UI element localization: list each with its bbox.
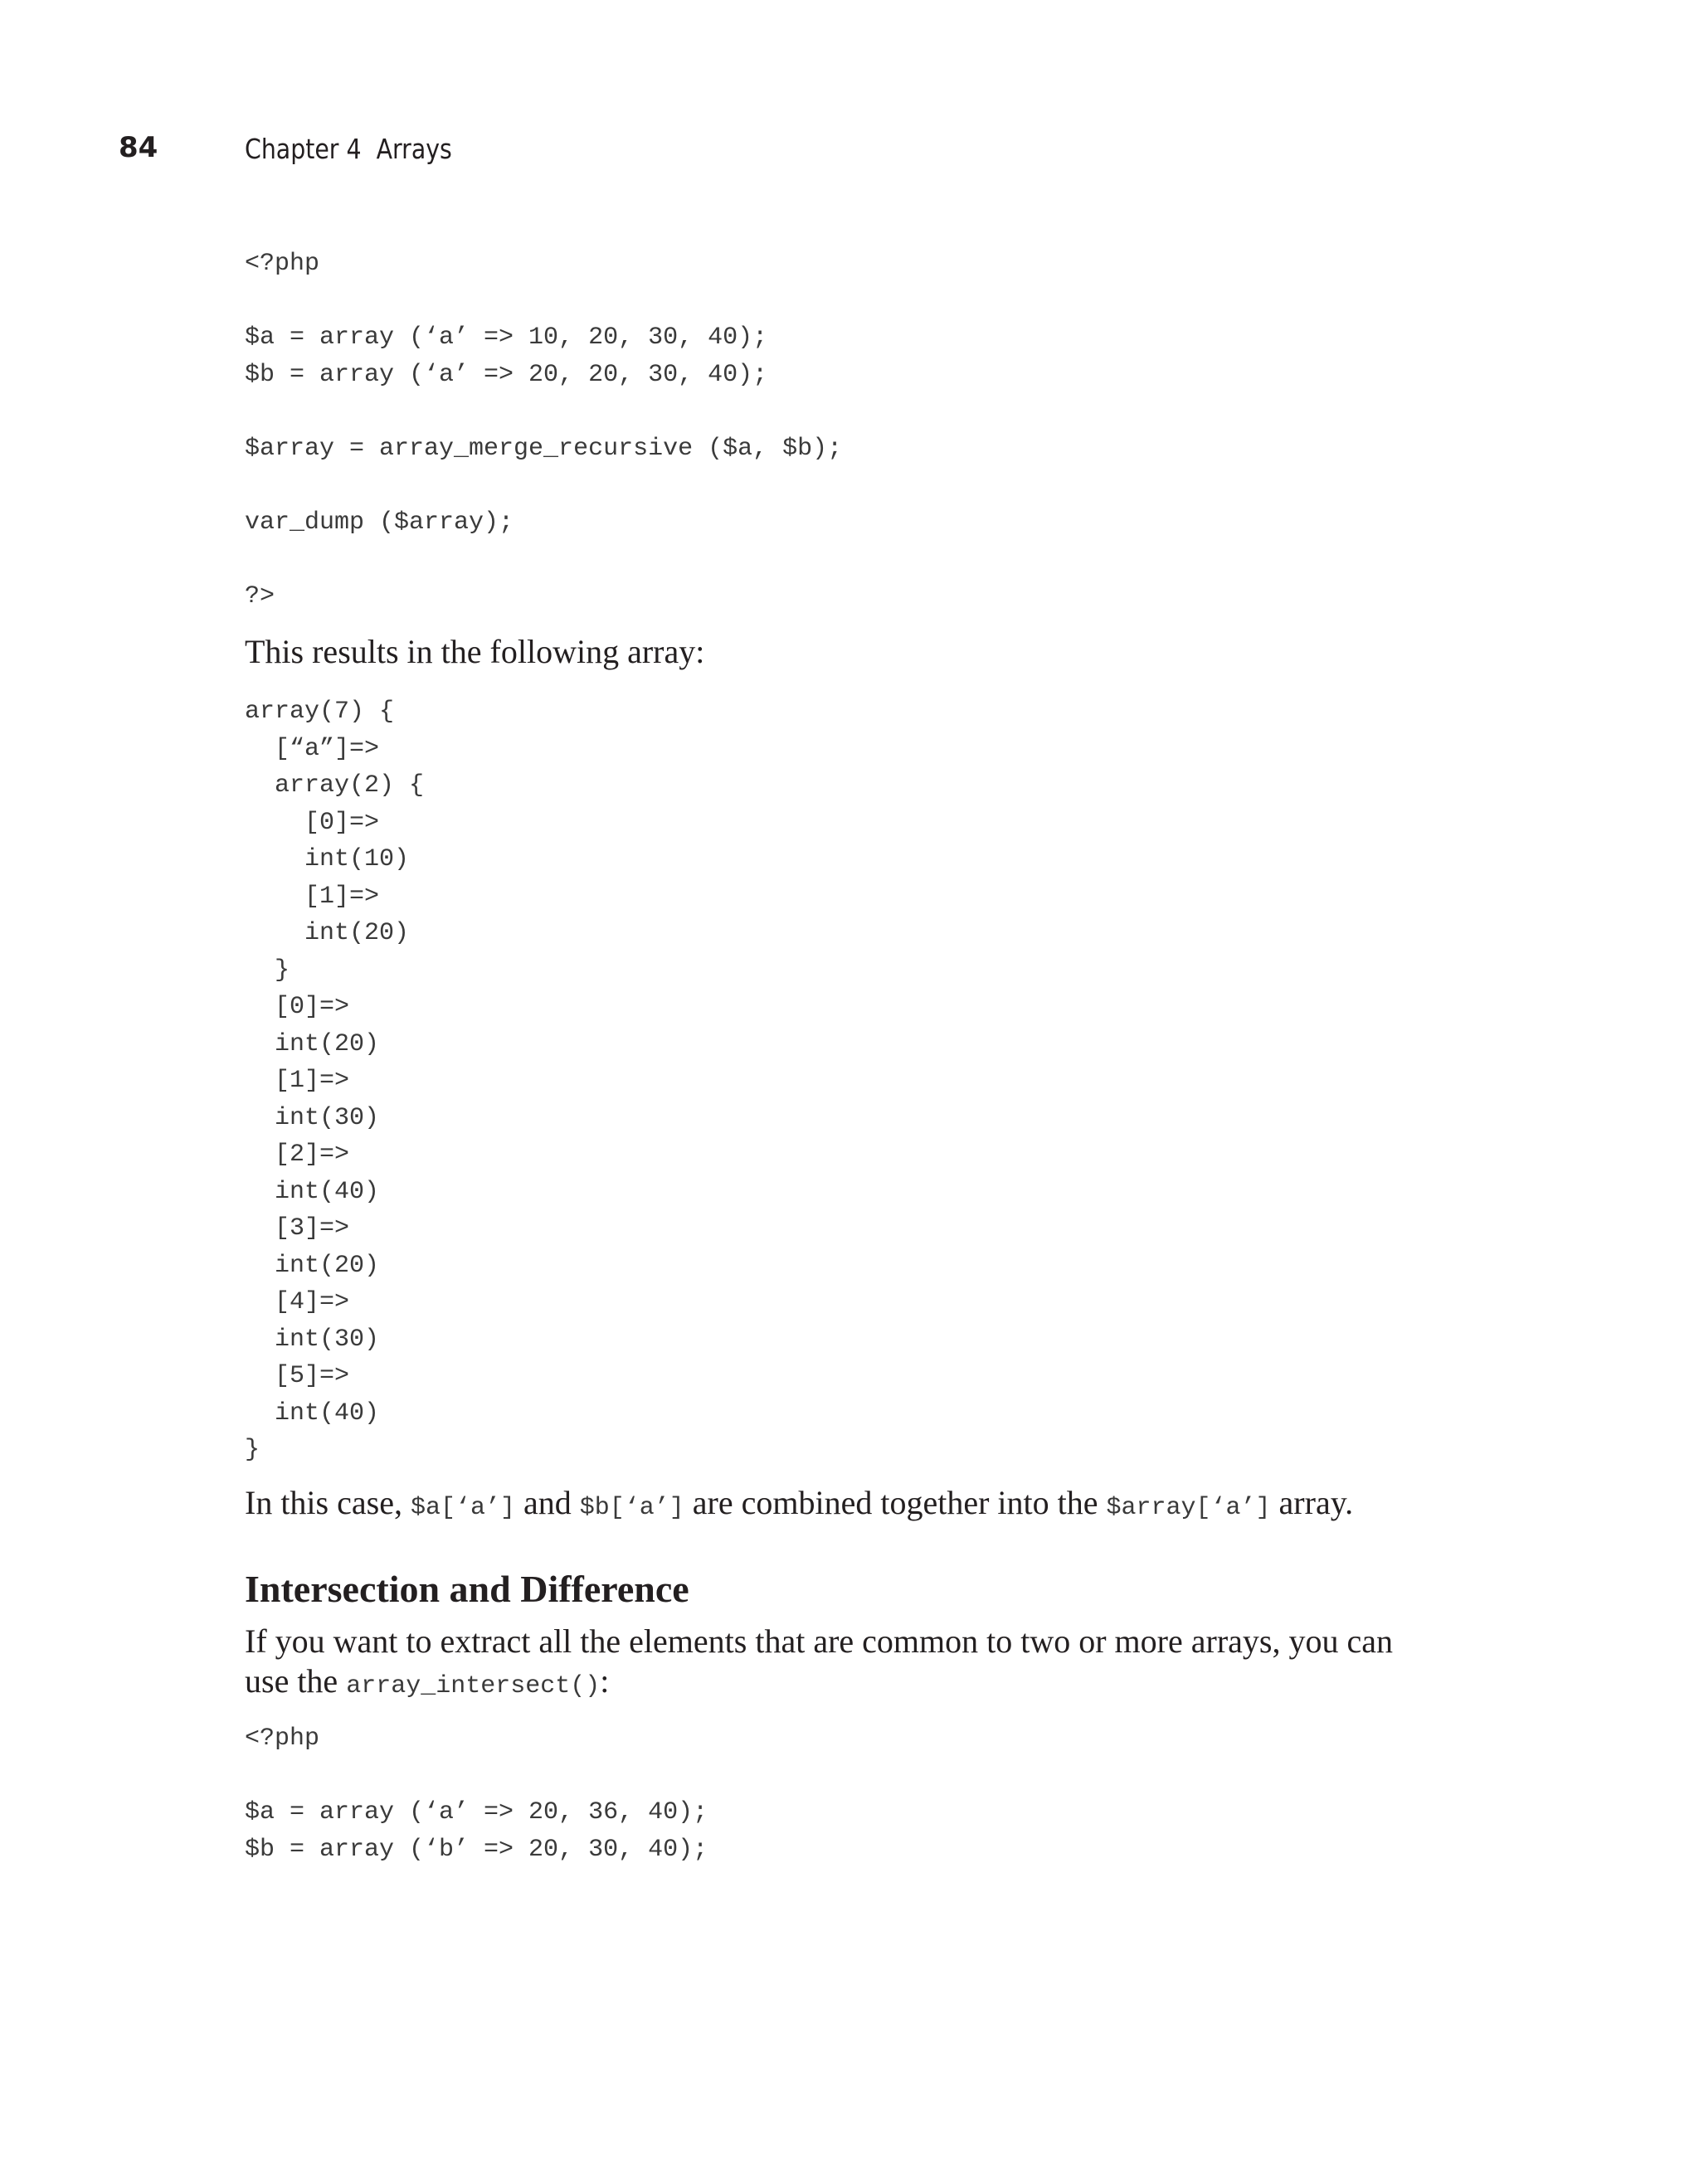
text-run: If you want to extract all the elements that are common to two or more arrays, you can use the (245, 1622, 1393, 1700)
code-line: var_dump ($array); (245, 508, 514, 537)
code-line-blank (245, 283, 842, 320)
inline-code: $array[‘a’] (1106, 1494, 1271, 1522)
code-line: int(30) (245, 1103, 380, 1132)
running-head: Chapter 4 Arrays (245, 133, 452, 165)
code-line: [“a”]=> (245, 734, 380, 763)
code-line: $a = array (‘a’ => 10, 20, 30, 40); (245, 323, 768, 352)
code-line: [1]=> (245, 882, 380, 911)
code-line: [4]=> (245, 1288, 350, 1316)
code-line: [3]=> (245, 1214, 350, 1243)
code-line: } (245, 956, 290, 985)
code-line: [0]=> (245, 808, 380, 837)
code-line: $b = array (‘b’ => 20, 30, 40); (245, 1835, 708, 1864)
inline-code: $a[‘a’] (410, 1494, 515, 1522)
code-line-blank (245, 541, 842, 578)
text-run: : (600, 1662, 610, 1700)
code-line: int(20) (245, 919, 410, 947)
code-block-merge-recursive (245, 246, 842, 615)
code-block-intersect (245, 1720, 708, 1868)
code-line: int(20) (245, 1029, 380, 1058)
code-line: int(10) (245, 845, 410, 873)
paragraph-intersect-intro (245, 1622, 1423, 1706)
code-line: array(7) { (245, 698, 395, 726)
code-line: $b = array (‘a’ => 20, 20, 30, 40); (245, 360, 768, 389)
paragraph-combined-explanation (245, 1483, 1423, 1528)
code-line: <?php (245, 1724, 320, 1753)
code-line: $array = array_merge_recursive ($a, $b); (245, 434, 843, 463)
code-line: [2]=> (245, 1141, 350, 1169)
text-run: and (514, 1484, 580, 1521)
code-line: <?php (245, 250, 320, 278)
text-run: In this case, (245, 1484, 411, 1521)
text-run: array. (1270, 1484, 1354, 1521)
inline-code: $b[‘a’] (579, 1494, 684, 1522)
code-line-blank (245, 1758, 708, 1795)
inline-code: array_intersect() (346, 1672, 601, 1700)
code-line: array(2) { (245, 771, 425, 800)
page-number: 84 (119, 131, 158, 164)
code-line: int(40) (245, 1177, 380, 1206)
code-line: int(20) (245, 1251, 380, 1280)
code-line: [5]=> (245, 1362, 350, 1390)
code-line: int(30) (245, 1325, 380, 1354)
code-line: ?> (245, 581, 275, 610)
code-block-var-dump-output (245, 693, 424, 1469)
code-line-blank (245, 393, 842, 430)
section-heading: Intersection and Difference (245, 1568, 689, 1610)
code-line: } (245, 1436, 260, 1464)
code-line: [0]=> (245, 993, 350, 1021)
paragraph-results-intro: This results in the following array: (245, 633, 705, 670)
code-line: $a = array (‘a’ => 20, 36, 40); (245, 1798, 708, 1826)
code-line: [1]=> (245, 1067, 350, 1095)
text-run: are combined together into the (684, 1484, 1107, 1521)
code-line-blank (245, 467, 842, 504)
code-line: int(40) (245, 1398, 380, 1428)
